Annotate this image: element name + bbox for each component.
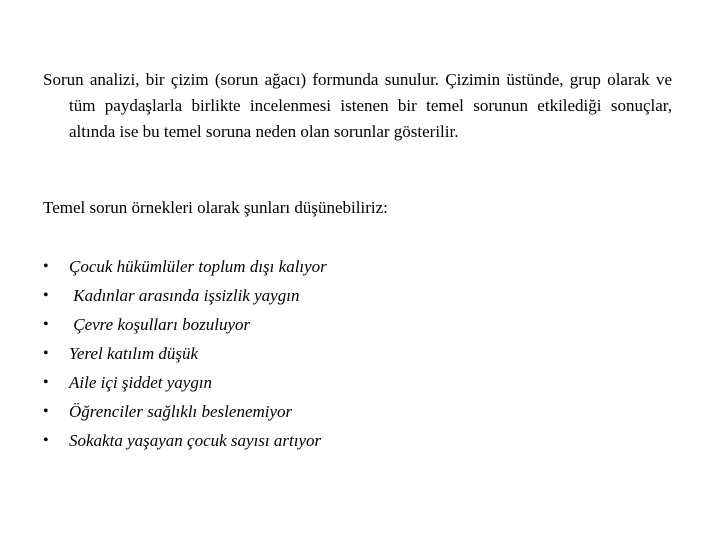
list-item-text: Sokakta yaşayan çocuk sayısı artıyor: [69, 431, 322, 450]
bullet-icon: •: [43, 287, 49, 304]
intro-paragraph: Sorun analizi, bir çizim (sorun ağacı) formunda sunulur. Çizimin üstünde, grup olarak ve tüm paydaşlarla birlikte incelenmesi istenen bir temel sorunun etkilediği sonuçlar, altında ise bu temel soruna neden olan sorunlar gösterilir.: [43, 70, 672, 141]
bullet-icon: •: [43, 258, 49, 275]
section-heading: Temel sorun örnekleri olarak şunları düşünebiliriz:: [43, 198, 388, 217]
list-item-text: Yerel katılım düşük: [69, 344, 199, 363]
bullet-icon: •: [43, 403, 49, 420]
list-item-text: Kadınlar arasında işsizlik yaygın: [69, 286, 300, 305]
bullet-icon: •: [43, 432, 49, 449]
list-item-text: Çocuk hükümlüler toplum dışı kalıyor: [69, 257, 327, 276]
bullet-icon: •: [43, 316, 49, 333]
list-item-text: Öğrenciler sağlıklı beslenemiyor: [69, 402, 293, 421]
list-item-text: Çevre koşulları bozuluyor: [69, 315, 251, 334]
bullet-icon: •: [43, 345, 49, 362]
list-item-text: Aile içi şiddet yaygın: [69, 373, 213, 392]
bullet-icon: •: [43, 374, 49, 391]
